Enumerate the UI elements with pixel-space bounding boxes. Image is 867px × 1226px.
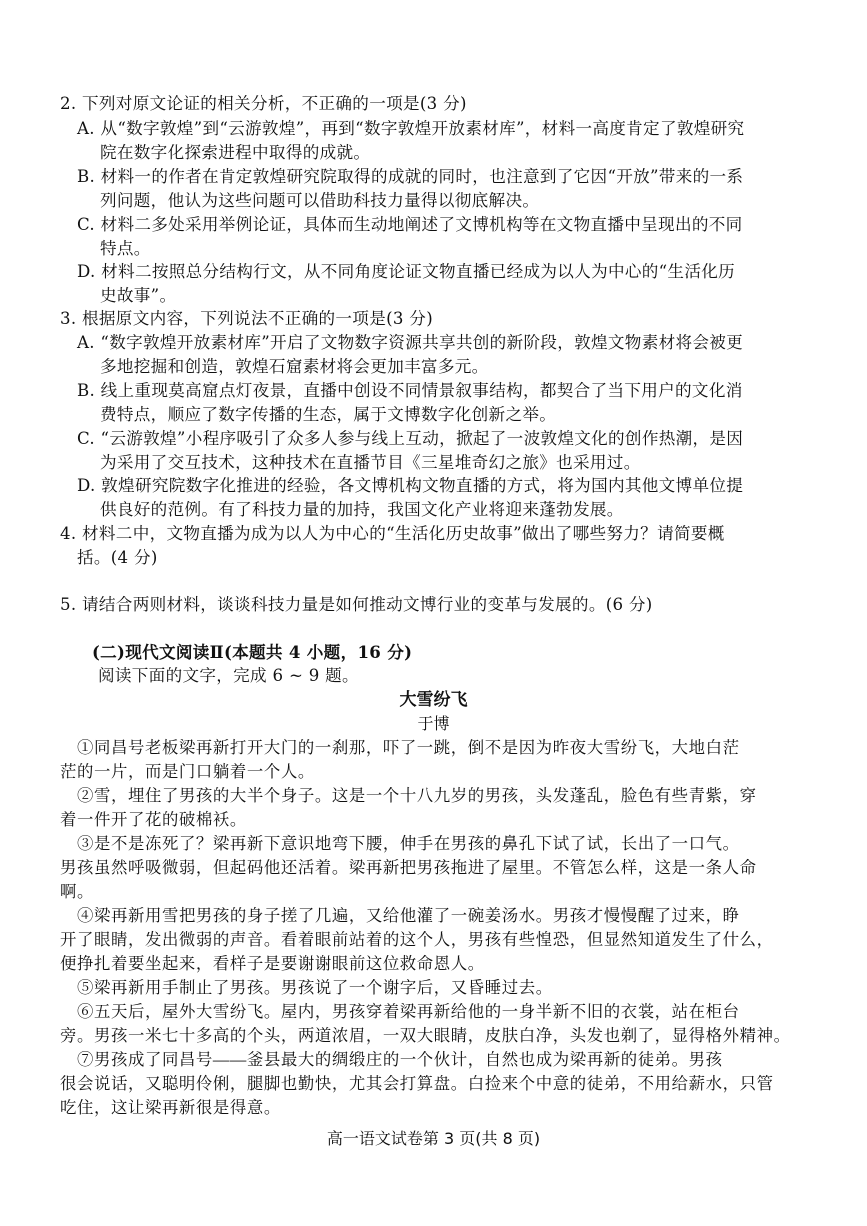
story-p2-line1: ②雪，埋住了男孩的大半个身子。这是一个十八九岁的男孩，头发蓬乱，脸色有些青紫，穿 — [77, 786, 757, 805]
q3-option-a-line1: A. “数字敦煌开放素材库”开启了文物数字资源共享共创的新阶段，敦煌文物素材将会被更 — [77, 333, 744, 352]
q3-option-b-line1: B. 线上重现莫高窟点灯夜景，直播中创设不同情景叙事结构，都契合了当下用户的文化消 — [77, 381, 743, 400]
q2-option-d-line2: 史故事”。 — [100, 286, 177, 305]
q3-option-d-line1: D. 敦煌研究院数字化推进的经验，各文博机构文物直播的方式，将为国内其他文博单位提 — [77, 476, 744, 495]
story-p7-line2: 很会说话，又聪明伶俐，腿脚也勤快，尤其会打算盘。白捡来个中意的徒弟，不用给薪水，只管 — [60, 1074, 774, 1093]
q4-line1: 4. 材料二中，文物直播为成为以人为中心的“生活化历史故事”做出了哪些努力？请简要概 — [60, 524, 725, 543]
story-p6-line1: ⑥五天后，屋外大雪纷飞。屋内，男孩穿着梁再新给他的一身半新不旧的衣裳，站在柜台 — [77, 1002, 740, 1021]
q2-option-b-line1: B. 材料一的作者在肯定敦煌研究院取得的成就的同时，也注意到了它因“开放”带来的一系 — [77, 167, 744, 186]
section-instruction: 阅读下面的文字，完成 6 ~ 9 题。 — [98, 666, 359, 685]
q2-option-d-line1: D. 材料二按照总分结构行文，从不同角度论证文物直播已经成为以人为中心的“生活化历 — [77, 262, 736, 281]
story-p3-line2: 男孩虽然呼吸微弱，但起码他还活着。梁再新把男孩拖进了屋里。不管怎么样，这是一条人命 — [60, 858, 757, 877]
q3-option-a-line2: 多地挖掘和创造，敦煌石窟素材将会更加丰富多元。 — [100, 357, 489, 376]
story-p7-line1: ⑦男孩成了同昌号——釜县最大的绸缎庄的一个伙计，自然也成为梁再新的徒弟。男孩 — [77, 1050, 723, 1069]
q3-option-c-line1: C. “云游敦煌”小程序吸引了众多人参与线上互动，掀起了一波敦煌文化的创作热潮，是因 — [77, 429, 744, 448]
q4-line2: 括。(4 分) — [77, 548, 158, 567]
story-p4-line2: 开了眼睛，发出微弱的声音。看着眼前站着的这个人，男孩有些惶恐，但显然知道发生了什么， — [60, 930, 774, 949]
q2-option-b-line2: 列问题，他认为这些问题可以借助科技力量得以彻底解决。 — [100, 191, 540, 210]
story-p7-line3: 吃住，这让梁再新很是得意。 — [60, 1098, 281, 1117]
q2-option-c-line1: C. 材料二多处采用举例论证，具体而生动地阐述了文博机构等在文物直播中呈现出的不同 — [77, 215, 743, 234]
story-p2-line2: 着一件开了花的破棉袄。 — [60, 810, 247, 829]
q2-option-c-line2: 特点。 — [100, 239, 151, 258]
story-p4-line3: 便挣扎着要坐起来，看样子是要谢谢眼前这位救命恩人。 — [60, 954, 485, 973]
story-author: 于博 — [417, 714, 450, 733]
q2-stem: 2. 下列对原文论证的相关分析，不正确的一项是(3 分) — [60, 94, 467, 113]
story-p4-line1: ④梁再新用雪把男孩的身子搓了几遍，又给他灌了一碗姜汤水。男孩才慢慢醒了过来，睁 — [77, 906, 740, 925]
story-p1-line1: ①同昌号老板梁再新打开大门的一刹那，吓了一跳，倒不是因为昨夜大雪纷飞，大地白茫 — [77, 738, 740, 757]
section-heading: (二)现代文阅读Ⅱ(本题共 4 小题，16 分) — [92, 642, 413, 662]
page-footer: 高一语文试卷第 3 页(共 8 页) — [326, 1129, 541, 1148]
story-p3-line1: ③是不是冻死了？梁再新下意识地弯下腰，伸手在男孩的鼻孔下试了试，长出了一口气。 — [77, 834, 740, 853]
q2-option-a-line2: 院在数字化探索进程中取得的成就。 — [100, 143, 371, 162]
story-p1-line2: 茫的一片，而是门口躺着一个人。 — [60, 762, 315, 781]
q3-option-d-line2: 供良好的范例。有了科技力量的加持，我国文化产业将迎来蓬勃发展。 — [100, 500, 624, 519]
q5-line1: 5. 请结合两则材料，谈谈科技力量是如何推动文博行业的变革与发展的。(6 分) — [60, 595, 653, 614]
q2-option-a-line1: A. 从“数字敦煌”到“云游敦煌”，再到“数字敦煌开放素材库”，材料一高度肯定了敦煌研究 — [77, 119, 745, 138]
story-p5-line1: ⑤梁再新用手制止了男孩。男孩说了一个谢字后，又昏睡过去。 — [77, 978, 553, 997]
story-p6-line2: 旁。男孩一米七十多高的个头，两道浓眉，一双大眼睛，皮肤白净，头发也剃了，显得格外精神。 — [60, 1026, 791, 1045]
story-title: 大雪纷飞 — [399, 690, 468, 710]
story-p3-line3: 啊。 — [60, 882, 94, 901]
q3-option-c-line2: 为采用了交互技术，这种技术在直播节目《三星堆奇幻之旅》也采用过。 — [100, 453, 641, 472]
q3-stem: 3. 根据原文内容，下列说法不正确的一项是(3 分) — [60, 309, 433, 328]
q3-option-b-line2: 费特点，顺应了数字传播的生态，属于文博数字化创新之举。 — [100, 405, 557, 424]
